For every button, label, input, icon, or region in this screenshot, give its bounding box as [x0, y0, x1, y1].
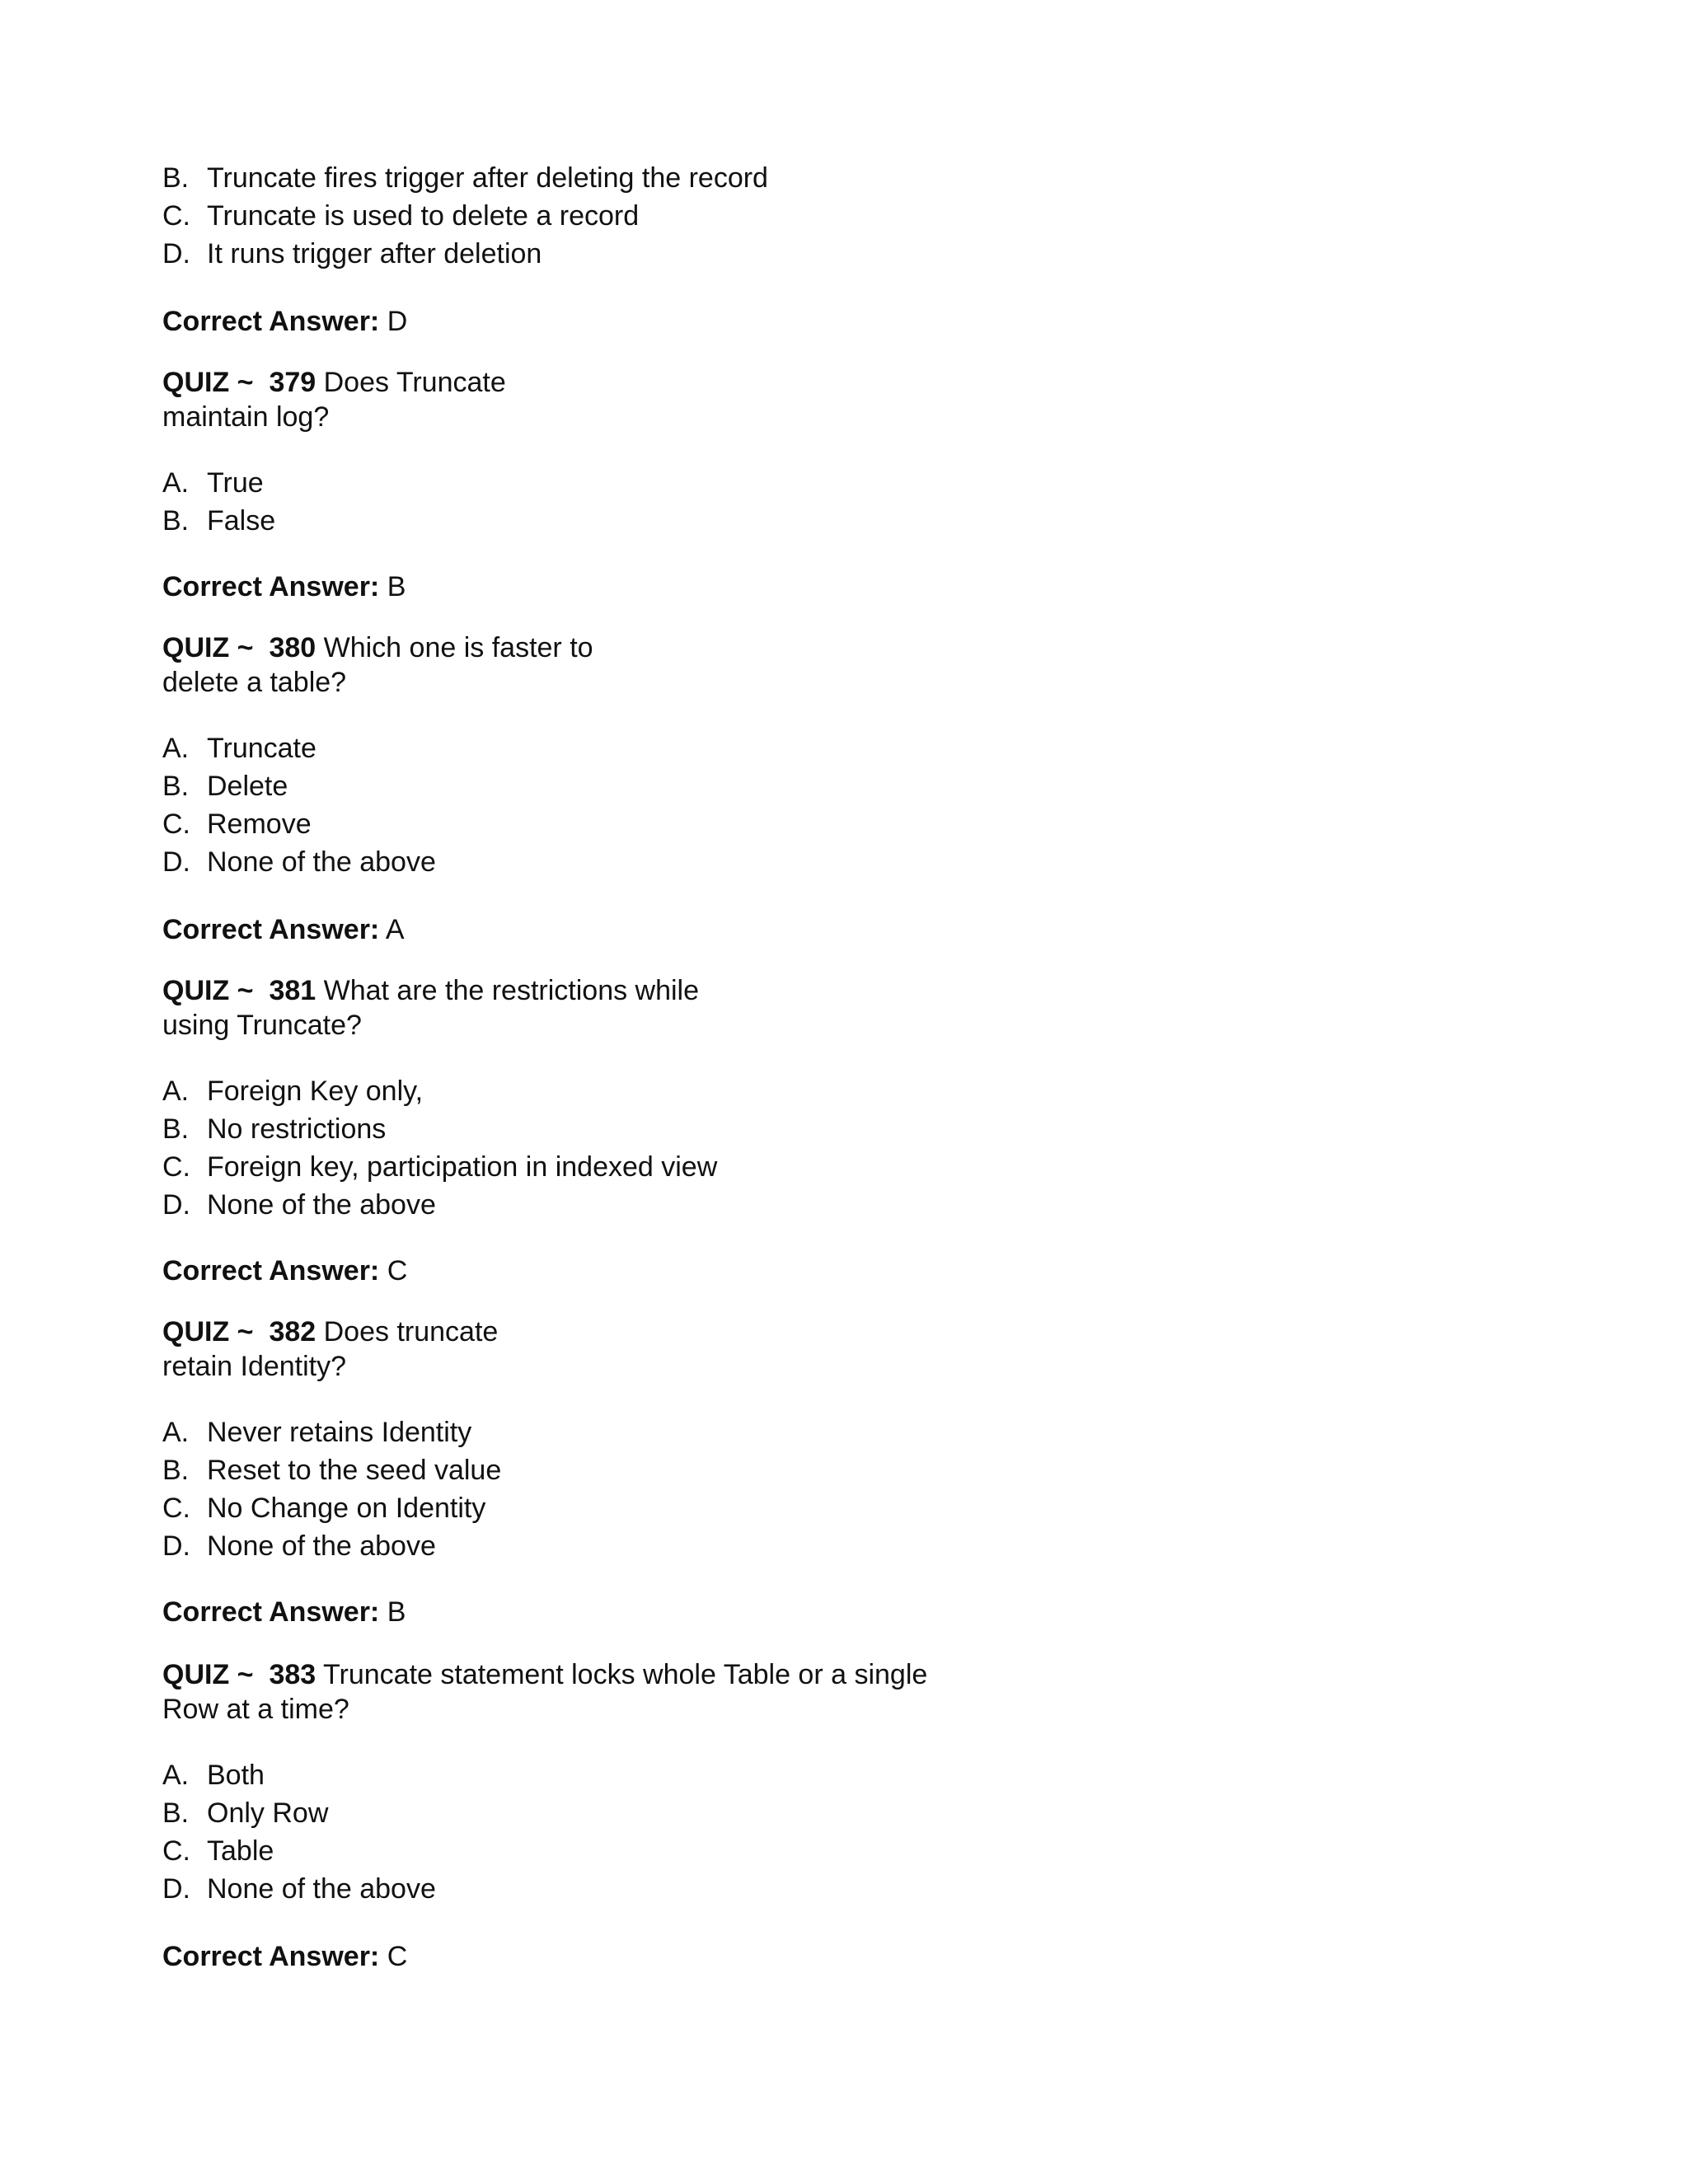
answer-value: A — [385, 914, 405, 945]
option-item — [162, 1872, 436, 1905]
option-letter: C. — [162, 1493, 190, 1524]
option-text: True — [207, 467, 264, 499]
option-item — [162, 1835, 274, 1868]
quiz-prefix: QUIZ ~ — [162, 367, 254, 398]
quiz-number: 382 — [269, 1316, 316, 1347]
question-text: Does truncate — [323, 1316, 499, 1347]
option-item — [162, 1075, 423, 1108]
option-letter: D. — [162, 238, 190, 269]
answer-value: B — [387, 571, 406, 602]
correct-answer — [162, 913, 405, 946]
option-item — [162, 199, 639, 232]
question-continuation: using Truncate? — [162, 1010, 362, 1041]
answer-label: Correct Answer: — [162, 914, 380, 945]
quiz-prefix: QUIZ ~ — [162, 1659, 254, 1690]
option-text: No Change on Identity — [207, 1493, 486, 1524]
question-continuation: retain Identity? — [162, 1351, 347, 1382]
question-text: Truncate statement locks whole Table or a single — [323, 1659, 928, 1690]
answer-value: D — [387, 306, 408, 337]
option-item — [162, 1530, 436, 1563]
option-letter: C. — [162, 808, 190, 840]
option-item — [162, 1492, 485, 1525]
option-letter: A. — [162, 733, 190, 764]
option-letter: C. — [162, 200, 190, 232]
option-item — [162, 808, 312, 841]
quiz-question — [162, 631, 593, 664]
option-text: Foreign Key only, — [207, 1076, 424, 1107]
option-item — [162, 770, 288, 803]
answer-label: Correct Answer: — [162, 1596, 380, 1628]
option-letter: D. — [162, 1189, 190, 1221]
quiz-question — [162, 1658, 927, 1691]
option-item — [162, 504, 275, 537]
answer-label: Correct Answer: — [162, 1255, 380, 1286]
option-letter: C. — [162, 1151, 190, 1183]
option-text: None of the above — [207, 1189, 436, 1221]
option-text: Truncate — [207, 733, 316, 764]
quiz-number: 380 — [269, 632, 316, 663]
option-item — [162, 162, 768, 194]
option-item — [162, 1113, 386, 1146]
option-text: Delete — [207, 771, 288, 802]
option-item — [162, 846, 436, 879]
answer-label: Correct Answer: — [162, 1941, 380, 1972]
correct-answer — [162, 1254, 407, 1287]
question-text: Does Truncate — [323, 367, 506, 398]
answer-value: C — [387, 1255, 408, 1286]
option-item — [162, 1188, 436, 1221]
correct-answer — [162, 570, 406, 603]
correct-answer — [162, 1940, 407, 1973]
question-continuation: Row at a time? — [162, 1694, 349, 1725]
quiz-prefix: QUIZ ~ — [162, 975, 254, 1006]
option-letter: B. — [162, 1455, 190, 1486]
option-item — [162, 732, 316, 765]
option-text: No restrictions — [207, 1113, 387, 1145]
quiz-question — [162, 1315, 498, 1348]
question-text: Which one is faster to — [323, 632, 593, 663]
option-text: It runs trigger after deletion — [207, 238, 542, 269]
option-letter: D. — [162, 1873, 190, 1905]
answer-label: Correct Answer: — [162, 306, 380, 337]
option-text: False — [207, 505, 276, 537]
question-text: What are the restrictions while — [323, 975, 700, 1006]
option-letter: B. — [162, 1113, 190, 1145]
option-letter: C. — [162, 1835, 190, 1867]
option-item — [162, 1797, 328, 1830]
option-text: Only Row — [207, 1797, 329, 1829]
option-text: None of the above — [207, 1530, 436, 1562]
answer-value: C — [387, 1941, 408, 1972]
option-text: Reset to the seed value — [207, 1455, 502, 1486]
option-letter: A. — [162, 1760, 190, 1791]
option-letter: A. — [162, 1076, 190, 1107]
quiz-number: 379 — [269, 367, 316, 398]
quiz-prefix: QUIZ ~ — [162, 1316, 254, 1347]
option-letter: D. — [162, 846, 190, 878]
option-item — [162, 1454, 501, 1487]
quiz-prefix: QUIZ ~ — [162, 632, 254, 663]
option-letter: B. — [162, 505, 190, 537]
option-text: None of the above — [207, 846, 436, 878]
answer-label: Correct Answer: — [162, 571, 380, 602]
correct-answer — [162, 305, 407, 338]
question-continuation: delete a table? — [162, 667, 347, 698]
option-letter: D. — [162, 1530, 190, 1562]
option-text: Remove — [207, 808, 312, 840]
option-item — [162, 466, 264, 499]
option-item — [162, 1151, 717, 1183]
option-text: None of the above — [207, 1873, 436, 1905]
option-item — [162, 237, 542, 270]
quiz-question — [162, 366, 506, 399]
quiz-question — [162, 974, 699, 1007]
quiz-number: 383 — [269, 1659, 316, 1690]
answer-value: B — [387, 1596, 406, 1628]
option-item — [162, 1759, 265, 1792]
option-letter: B. — [162, 1797, 190, 1829]
option-text: Table — [207, 1835, 274, 1867]
option-item — [162, 1416, 471, 1449]
option-letter: B. — [162, 771, 190, 802]
question-continuation: maintain log? — [162, 401, 330, 433]
option-text: Truncate fires trigger after deleting the record — [207, 162, 768, 194]
option-text: Both — [207, 1760, 265, 1791]
option-text: Foreign key, participation in indexed view — [207, 1151, 718, 1183]
option-letter: B. — [162, 162, 190, 194]
option-letter: A. — [162, 467, 190, 499]
option-letter: A. — [162, 1417, 190, 1448]
quiz-number: 381 — [269, 975, 316, 1006]
option-text: Truncate is used to delete a record — [207, 200, 640, 232]
option-text: Never retains Identity — [207, 1417, 472, 1448]
correct-answer — [162, 1596, 406, 1629]
